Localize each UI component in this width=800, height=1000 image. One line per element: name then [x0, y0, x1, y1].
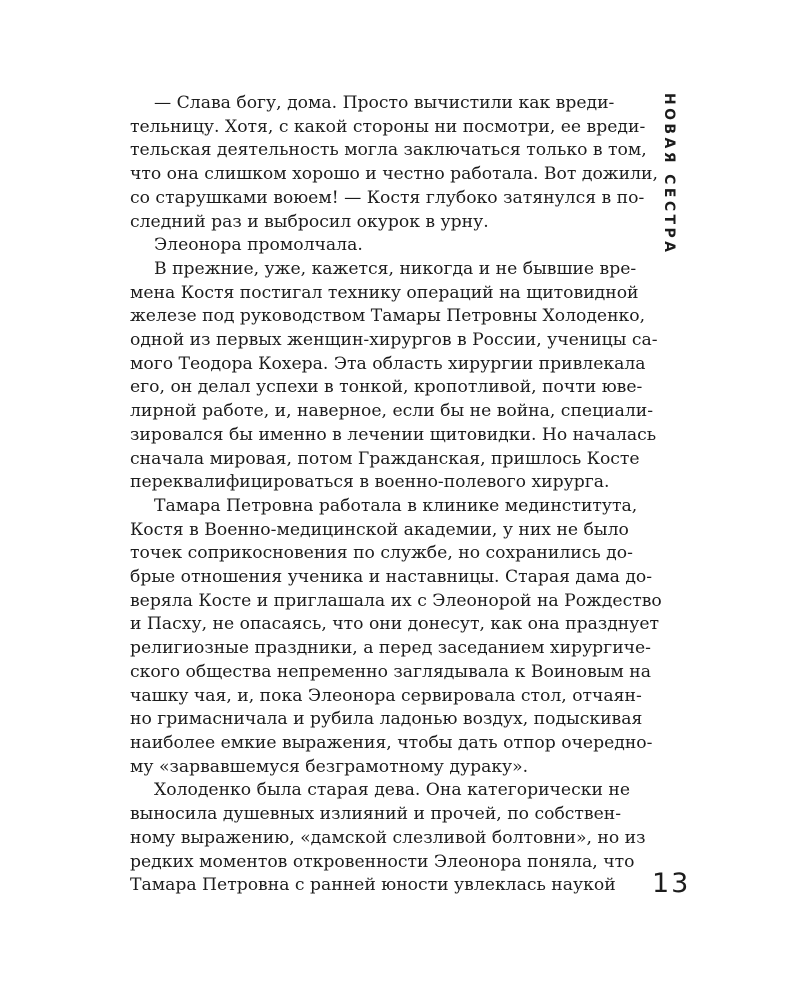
- text-line: редких моментов откровенности Элеонора поняла, что: [130, 851, 635, 872]
- text-line: и Пасху, не опасаясь, что они донесут, как она празднует: [130, 614, 660, 635]
- text-line: Костя в Военно-медицинской академии, у них не было: [130, 519, 629, 540]
- text-line: но гримасничала и рубила ладонью воздух, подыскивая: [130, 709, 643, 730]
- running-head: НОВАЯ СЕСТРА: [661, 93, 677, 256]
- text-line: мого Теодора Кохера. Эта область хирургии привлекала: [130, 353, 646, 374]
- text-line: зировался бы именно в лечении щитовидки. Но началась: [130, 424, 657, 445]
- text-line: чашку чая, и, пока Элеонора сервировала стол, отчаян-: [130, 685, 642, 706]
- text-line: тельская деятельность могла заключаться только в том,: [130, 140, 647, 161]
- text-line: В прежние, уже, кажется, никогда и не бывшие вре-: [154, 258, 637, 279]
- text-line: тельницу. Хотя, с какой стороны ни посмотри, ее вреди-: [130, 116, 646, 137]
- text-line: лирной работе, и, наверное, если бы не война, специали-: [130, 401, 654, 422]
- text-line: его, он делал успехи в тонкой, кропотливой, почти юве-: [130, 377, 643, 398]
- text-line: Тамара Петровна с ранней юности увлеклась наукой: [130, 875, 616, 896]
- body-text: [130, 92, 662, 898]
- text-line: точек соприкосновения по службе, но сохранились до-: [130, 543, 633, 564]
- text-line: следний раз и выбросил окурок в урну.: [130, 211, 489, 232]
- text-line: Элеонора промолчала.: [154, 235, 363, 256]
- text-line: Тамара Петровна работала в клинике мединститута,: [154, 495, 638, 516]
- text-line: переквалифицироваться в военно-полевого хирурга.: [130, 472, 610, 493]
- text-line: сначала мировая, потом Гражданская, пришлось Косте: [130, 448, 640, 469]
- text-line: брые отношения ученика и наставницы. Старая дама до-: [130, 567, 653, 588]
- text-line: ского общества непременно заглядывала к Воиновым на: [130, 661, 651, 682]
- text-line: со старушками воюем! — Костя глубоко затянулся в по-: [130, 187, 645, 208]
- text-line: железе под руководством Тамары Петровны Холоденко,: [130, 306, 646, 327]
- text-line: ному выражению, «дамской слезливой болтовни», но из: [130, 827, 646, 848]
- text-line: мена Костя постигал технику операций на щитовидной: [130, 282, 639, 303]
- text-line: му «зарвавшемуся безграмотному дураку».: [130, 756, 529, 777]
- text-line: религиозные праздники, а перед заседанием хирургиче-: [130, 638, 651, 659]
- text-line: одной из первых женщин-хирургов в России, ученицы са-: [130, 330, 658, 351]
- page-number: 13: [652, 868, 691, 899]
- text-line: выносила душевных излияний и прочей, по собствен-: [130, 804, 622, 825]
- text-line: наиболее емкие выражения, чтобы дать отпор очередно-: [130, 732, 653, 753]
- text-line: веряла Косте и приглашала их с Элеонорой на Рождество: [130, 590, 662, 611]
- text-line: — Слава богу, дома. Просто вычистили как вреди-: [154, 93, 615, 113]
- text-line: Холоденко была старая дева. Она категорически не: [154, 780, 630, 801]
- text-line: что она слишком хорошо и честно работала. Вот дожили,: [130, 164, 658, 185]
